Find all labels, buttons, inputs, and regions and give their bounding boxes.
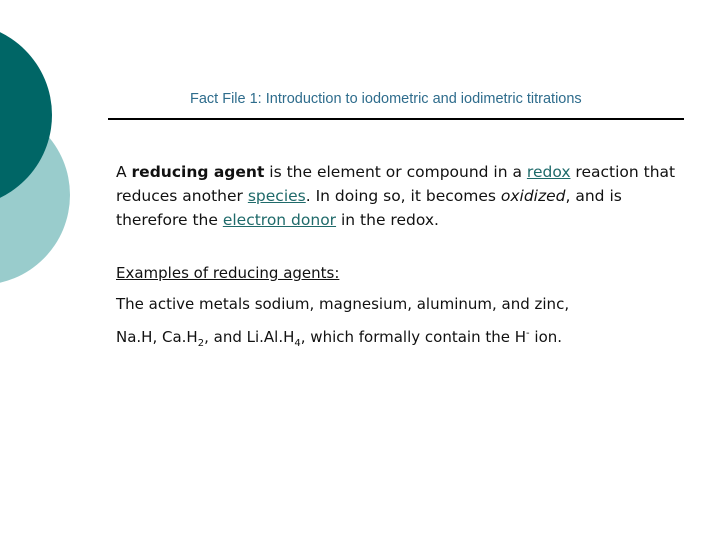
subscript-2: 2 — [197, 338, 205, 349]
subscript-4: 4 — [294, 338, 301, 349]
link-species[interactable]: species — [247, 187, 306, 205]
term-reducing-agent: reducing agent — [131, 163, 265, 181]
link-redox[interactable]: redox — [526, 163, 571, 181]
hydride-text: ion. — [529, 328, 563, 346]
definition-text: A — [116, 163, 132, 181]
title-divider — [108, 118, 684, 120]
example-item-metals: The active metals sodium, magnesium, aluminum, and zinc, — [116, 295, 570, 313]
main-content — [116, 160, 686, 348]
superscript-minus: - — [526, 328, 530, 339]
examples-heading: Examples of reducing agents: — [116, 264, 340, 282]
term-oxidized: oxidized — [500, 187, 566, 205]
definition-text: . In doing so, it becomes — [305, 187, 501, 205]
definition-text: reaction that reduces another — [116, 163, 676, 205]
hydride-text: , and Li.Al.H — [204, 328, 295, 346]
definition-paragraph — [116, 160, 686, 232]
link-electron-donor[interactable]: electron donor — [222, 211, 337, 229]
definition-text: is the element or compound in a — [264, 163, 527, 181]
definition-text: in the redox. — [336, 211, 439, 229]
page-title: Fact File 1: Introduction to iodometric and iodimetric titrations — [190, 91, 582, 107]
definition-text: , and is therefore the — [116, 187, 622, 229]
decorative-circles-graphic — [0, 0, 120, 300]
example-item-hydrides — [116, 326, 686, 348]
decorative-circles — [0, 0, 120, 300]
hydride-text: , which formally contain the H — [300, 328, 527, 346]
hydride-text: Na.H, Ca.H — [116, 328, 198, 346]
